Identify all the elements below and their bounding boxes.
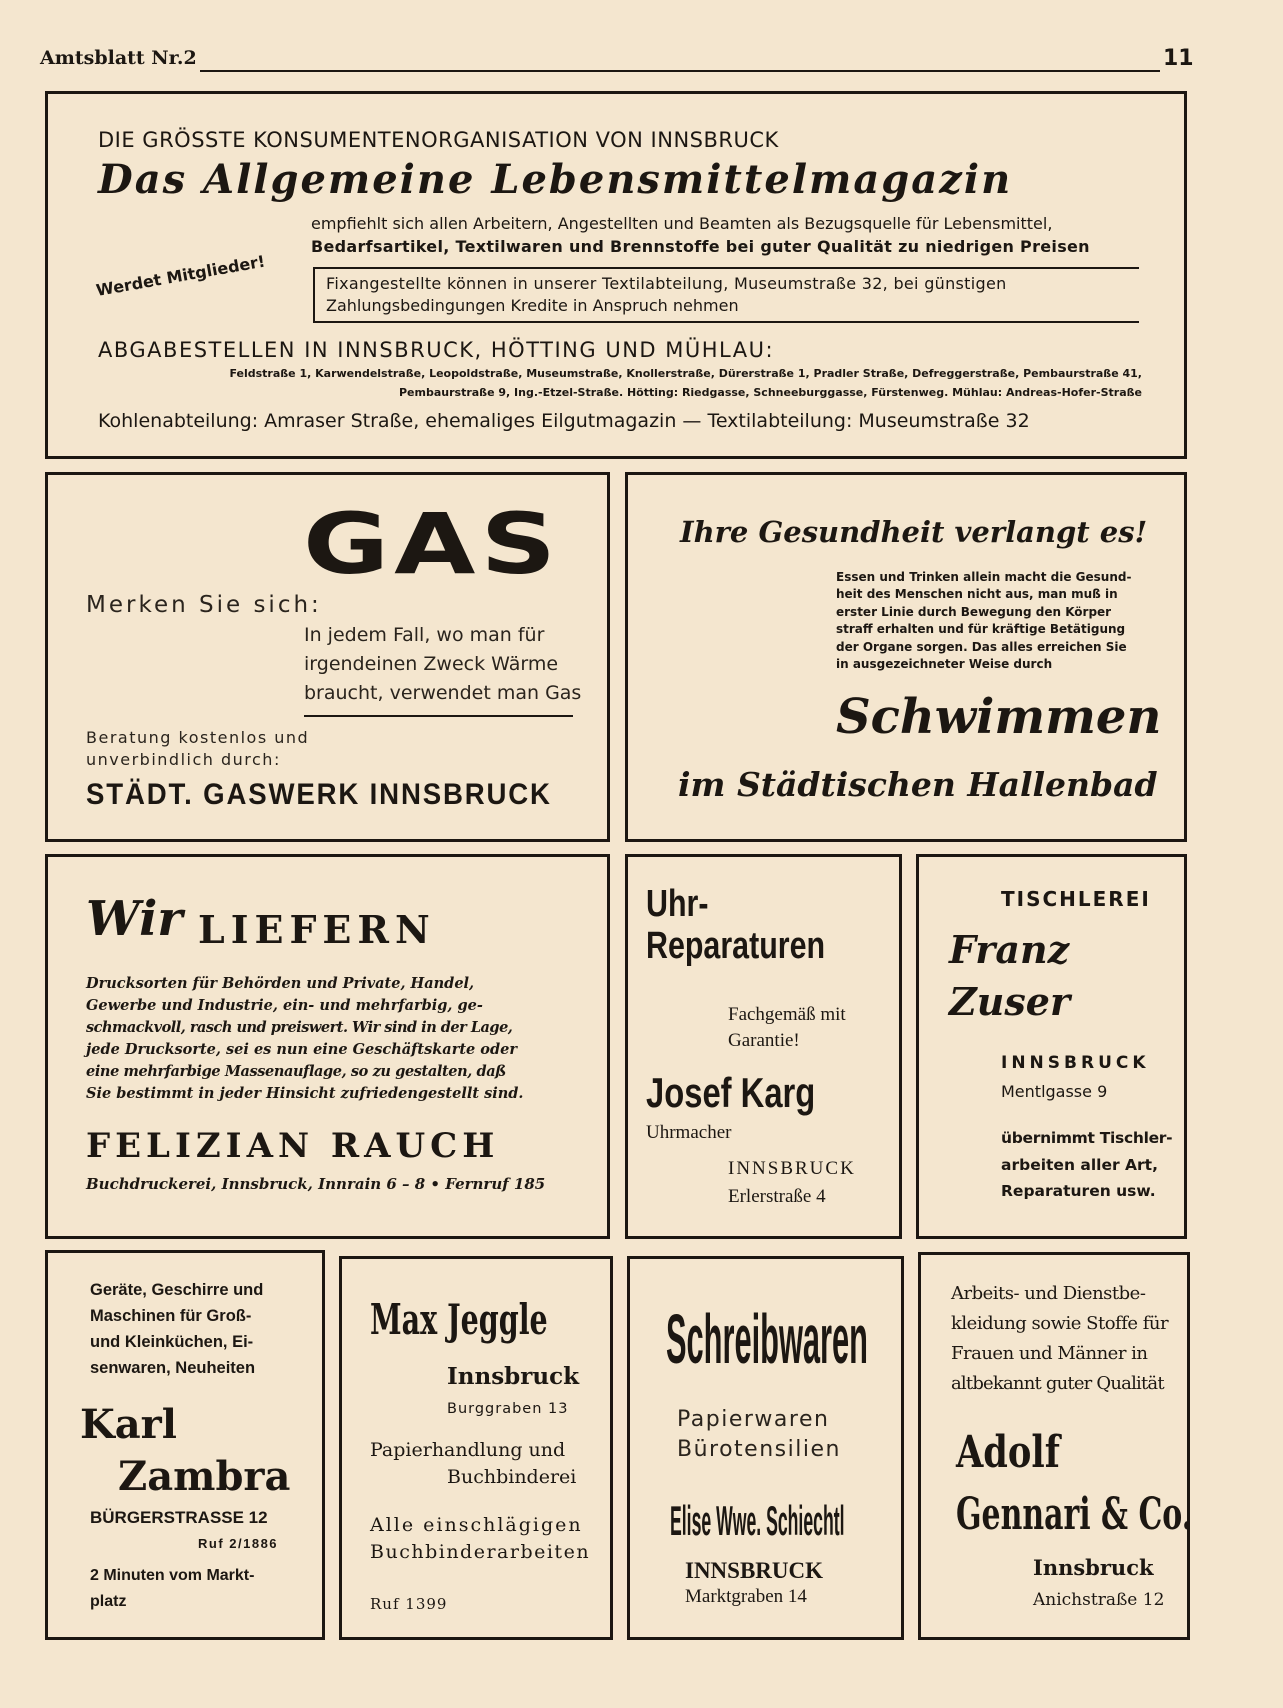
zambra-street: BÜRGERSTRASSE 12 [90,1508,268,1527]
swim-body-1: Essen und Trinken allein macht die Gesund- [836,570,1132,584]
watch-title-2: Reparaturen [646,925,826,967]
ad-lebensmittelmagazin [45,91,1187,459]
carpenter-text-2: arbeiten aller Art, [1001,1156,1158,1174]
ad-felizian-rauch [45,854,610,1239]
ad-hallenbad [625,472,1187,842]
gas-label: Merken Sie sich: [86,592,322,618]
gas-text-3: braucht, verwendet man Gas [304,682,582,704]
zambra-text-4: senwaren, Neuheiten [90,1359,256,1377]
watch-text-2: Garantie! [728,1030,800,1051]
schreib-text-1: Papierwaren [677,1407,830,1432]
outlets-addresses-1: Feldstraße 1, Karwendelstraße, Leopoldstraße, Museumstraße, Knollerstraße, Dürerstraße 1, Pradler Straße, Defreggerstraße, Pembaurstraße 41, [229,367,1142,380]
gas-logo: GAS [303,495,562,593]
gas-small-1: Beratung kostenlos und [86,728,310,747]
gennari-street: Anichstraße 12 [1033,1590,1165,1610]
slogan-werdet-mitglieder: Werdet Mitglieder! [94,251,267,300]
carpenter-street: Mentlgasse 9 [1001,1082,1108,1101]
outlets-addresses-2: Pembaurstraße 9, Ing.-Etzel-Straße. Hötting: Riedgasse, Schneeburggasse, Fürstenweg. Mühlau: Andreas-Hofer-Straße [398,386,1142,399]
ad-max-jeggle [339,1256,613,1640]
gas-small-2: unverbindlich durch: [86,750,281,769]
print-body-3: schmackvoll, rasch und preiswert. Wir sind in der Lage, [86,1019,513,1036]
carpenter-name-1: Franz [949,927,1070,972]
jeggle-phone: Ruf 1399 [370,1595,448,1613]
schreib-text-2: Bürotensilien [677,1437,841,1462]
schreib-name: Elise Wwe. Schiechtl [670,1497,845,1544]
jeggle-text-3: Alle einschlägigen [370,1514,583,1536]
gennari-text-4: altbekannt guter Qualität [951,1373,1164,1394]
gennari-name-2: Gennari & Co. [956,1489,1193,1540]
swim-body-4: straff erhalten und für kräftige Betätigung [836,622,1126,636]
page-number: 11 [1163,46,1194,71]
carpenter-kicker: TISCHLEREI [1001,887,1151,911]
zambra-note-2: platz [90,1593,127,1610]
ad-kicker: DIE GRÖSSTE KONSUMENTENORGANISATION VON INNSBRUCK [98,128,779,152]
gennari-text-3: Frauen und Männer in [951,1343,1148,1364]
swim-body-5: der Organe sorgen. Das alles erreichen Sie [836,640,1127,654]
gas-rule [304,715,573,717]
watch-title-1: Uhr- [646,883,709,925]
ad-title: Das Allgemeine Lebensmittelmagazin [98,156,1013,203]
print-body-5: eine mehrfarbige Massenauflage, so zu gestalten, daß [86,1063,506,1080]
print-body-1: Drucksorten für Behörden und Private, Handel, [86,975,475,992]
gennari-city: Innsbruck [1033,1555,1154,1580]
gennari-text-1: Arbeits- und Dienstbe- [951,1283,1146,1304]
ad-josef-karg [625,854,902,1239]
gas-text-1: In jedem Fall, wo man für [304,624,545,646]
ad-adolf-gennari [918,1252,1193,1640]
ad-intro-1: empfiehlt sich allen Arbeitern, Angestellten und Beamten als Bezugsquelle für Lebensmittel, [311,214,1053,233]
jeggle-street: Burggraben 13 [447,1401,569,1417]
swim-headline: Ihre Gesundheit verlangt es! [680,515,1148,549]
jeggle-city: Innsbruck [447,1363,580,1390]
zambra-phone: Ruf 2/1886 [198,1536,279,1551]
ad-franz-zuser [916,854,1187,1239]
zambra-note-1: 2 Minuten vom Markt- [90,1567,255,1584]
schreib-street: Marktgraben 14 [685,1586,807,1607]
ad-karl-zambra [45,1250,325,1640]
print-body-4: jede Drucksorte, sei es nun eine Geschäftskarte oder [86,1041,517,1058]
ad-schreibwaren [627,1256,904,1640]
gennari-name-1: Adolf [956,1427,1060,1478]
print-headline-wir: Wir [86,891,183,947]
header-rule [200,70,1160,72]
print-body-6: Sie bestimmt in jeder Hinsicht zufriedengestellt sind. [86,1085,524,1102]
carpenter-text-1: übernimmt Tischler- [1001,1129,1173,1147]
zambra-text-3: und Kleinküchen, Ei- [90,1333,254,1351]
ad-intro-2: Bedarfsartikel, Textilwaren und Brennstoffe bei guter Qualität zu niedrigen Preisen [311,237,1090,256]
publication-title: Amtsblatt Nr.2 [40,47,197,69]
fix-line-1: Fixangestellte können in unserer Textilabteilung, Museumstraße 32, bei günstigen [326,274,1007,293]
jeggle-text-4: Buchbinderarbeiten [370,1541,591,1563]
jeggle-text-2: Buchbinderei [447,1466,577,1488]
swim-body-2: heit des Menschen nicht aus, man muß in [836,587,1118,601]
swim-big: Schwimmen [836,689,1162,745]
print-footer: Buchdruckerei, Innsbruck, Innrain 6 – 8 • Fernruf 185 [86,1175,546,1193]
schreib-city: INNSBRUCK [685,1558,824,1583]
watch-text-1: Fachgemäß mit [728,1004,846,1025]
print-headline-liefern: LIEFERN [198,907,436,952]
carpenter-text-3: Reparaturen usw. [1001,1182,1156,1200]
gas-text-2: irgendeinen Zweck Wärme [304,653,559,675]
jeggle-name: Max Jeggle [370,1295,548,1344]
jeggle-text-1: Papierhandlung und [370,1439,566,1461]
swim-body-3: erster Linie durch Bewegung den Körper [836,605,1112,619]
gas-company: STÄDT. GASWERK INNSBRUCK [86,778,552,811]
zambra-name-1: Karl [80,1401,177,1448]
ad-footer-departments: Kohlenabteilung: Amraser Straße, ehemaliges Eilgutmagazin — Textilabteilung: Museumstraße 32 [98,410,1030,432]
carpenter-name-2: Zuser [949,979,1070,1024]
carpenter-city: INNSBRUCK [1001,1053,1150,1073]
print-company: FELIZIAN RAUCH [86,1126,500,1166]
gennari-text-2: kleidung sowie Stoffe für [951,1313,1169,1334]
zambra-name-2: Zambra [118,1453,291,1500]
zambra-text-2: Maschinen für Groß- [90,1307,252,1325]
watch-name: Josef Karg [646,1069,816,1116]
watch-job: Uhrmacher [646,1122,732,1143]
outlets-title: ABGABESTELLEN IN INNSBRUCK, HÖTTING UND MÜHLAU: [98,338,775,362]
watch-city: INNSBRUCK [728,1158,856,1179]
schreib-title: Schreibwaren [666,1300,868,1378]
ad-gas [45,472,610,842]
swim-sub: im Städtischen Hallenbad [678,765,1158,804]
print-body-2: Gewerbe und Industrie, ein- und mehrfarbig, ge- [86,997,483,1014]
watch-street: Erlerstraße 4 [728,1186,826,1207]
fix-line-2: Zahlungsbedingungen Kredite in Anspruch nehmen [326,296,739,315]
swim-body-6: in ausgezeichneter Weise durch [836,657,1053,671]
zambra-text-1: Geräte, Geschirre und [90,1281,264,1299]
